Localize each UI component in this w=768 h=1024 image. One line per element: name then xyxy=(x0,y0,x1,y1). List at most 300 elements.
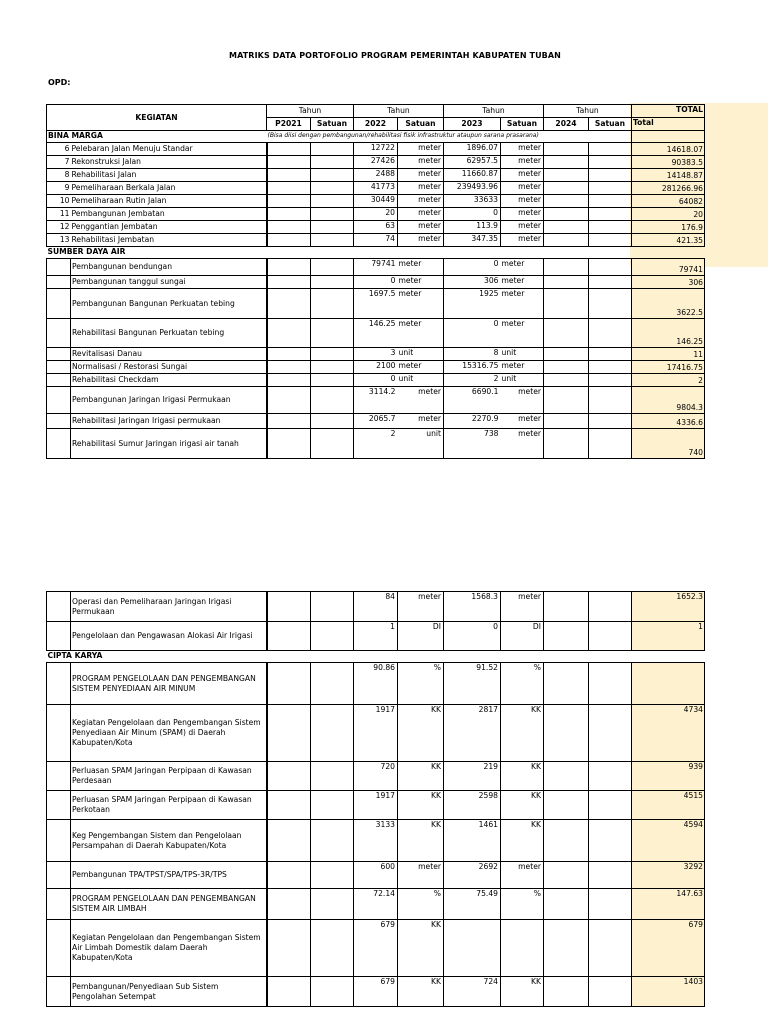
row-number: 7 xyxy=(47,156,71,169)
value-2022: 79741 xyxy=(354,259,398,276)
row-total: 4336.6 xyxy=(632,414,705,429)
row-number xyxy=(47,663,71,705)
row-number xyxy=(47,414,71,429)
p2021-unit xyxy=(311,374,354,387)
row-number: 13 xyxy=(47,234,71,247)
value-2023: 1568.3 xyxy=(444,592,501,622)
unit-2022: KK xyxy=(398,705,444,762)
row-total: 147.63 xyxy=(632,889,705,920)
portfolio-table-part-2 xyxy=(46,591,705,1007)
activity-name: Keg Pengembangan Sistem dan Pengelolaan Persampahan di Daerah Kabupaten/Kota xyxy=(71,820,267,862)
unit-2023: meter xyxy=(501,862,544,889)
value-2024 xyxy=(544,862,589,889)
table-row xyxy=(47,182,705,195)
p2021-unit xyxy=(311,234,354,247)
unit-2022: unit xyxy=(398,374,444,387)
tahun-header-2023: Tahun xyxy=(444,105,544,118)
row-total: 14618.07 xyxy=(632,143,705,156)
value-2022: 72.14 xyxy=(354,889,398,920)
value-2023: 1896.07 xyxy=(444,143,501,156)
row-number xyxy=(47,920,71,977)
p2021-value xyxy=(267,622,311,651)
row-number xyxy=(47,429,71,459)
value-2022: 0 xyxy=(354,374,398,387)
row-total: 421.35 xyxy=(632,234,705,247)
p2021-value xyxy=(267,820,311,862)
activity-name: Pelebaran Jalan Menuju Standar xyxy=(71,143,267,156)
unit-2022: meter xyxy=(398,276,444,289)
bina-marga-note: (Bisa diisi dengan pembangunan/rehabilitasi fisik infrastruktur ataupun sarana prasarana) xyxy=(267,131,632,143)
unit-2023: KK xyxy=(501,977,544,1007)
unit-2024 xyxy=(589,762,632,791)
satuan-header: Satuan xyxy=(398,118,444,131)
table-row xyxy=(47,791,705,820)
p2021-unit xyxy=(311,889,354,920)
activity-name: Pemeliharaan Rutin Jalan xyxy=(71,195,267,208)
activity-name: Pembangunan Jaringan Irigasi Permukaan xyxy=(71,387,267,414)
value-2022: 30449 xyxy=(354,195,398,208)
value-2022: 2065.7 xyxy=(354,414,398,429)
unit-2024 xyxy=(589,374,632,387)
row-total xyxy=(632,663,705,705)
activity-name: Penggantian Jembatan xyxy=(71,221,267,234)
activity-name: Kegiatan Pengelolaan dan Pengembangan Sistem Air Limbah Domestik dalam Daerah Kabupaten/Kota xyxy=(71,920,267,977)
y2024-header: 2024 xyxy=(544,118,589,131)
unit-2024 xyxy=(589,169,632,182)
unit-2024 xyxy=(589,705,632,762)
activity-name: Pemeliharaan Berkala Jalan xyxy=(71,182,267,195)
p2021-value xyxy=(267,221,311,234)
unit-2024 xyxy=(589,182,632,195)
activity-name: Rehabilitasi Checkdam xyxy=(71,374,267,387)
satuan-header: Satuan xyxy=(311,118,354,131)
value-2022: 2 xyxy=(354,429,398,459)
p2021-value xyxy=(267,414,311,429)
p2021-value xyxy=(267,387,311,414)
unit-2022: meter xyxy=(398,259,444,276)
row-number xyxy=(47,862,71,889)
value-2023: 239493.96 xyxy=(444,182,501,195)
row-total: 90383.5 xyxy=(632,156,705,169)
kegiatan-header: KEGIATAN xyxy=(47,105,267,131)
row-number: 10 xyxy=(47,195,71,208)
p2021-value xyxy=(267,259,311,276)
value-2023: 2 xyxy=(444,374,501,387)
activity-name: PROGRAM PENGELOLAAN DAN PENGEMBANGAN SISTEM PENYEDIAAN AIR MINUM xyxy=(71,663,267,705)
table-row xyxy=(47,259,705,276)
table-row xyxy=(47,862,705,889)
unit-2024 xyxy=(589,208,632,221)
unit-2024 xyxy=(589,592,632,622)
value-2023: 0 xyxy=(444,259,501,276)
table-row xyxy=(47,361,705,374)
p2021-unit xyxy=(311,348,354,361)
p2021-value xyxy=(267,276,311,289)
unit-2022: DI xyxy=(398,622,444,651)
unit-2023: meter xyxy=(501,289,544,319)
p2021-value xyxy=(267,348,311,361)
value-2023: 11660.87 xyxy=(444,169,501,182)
activity-name: Pembangunan tanggul sungai xyxy=(71,276,267,289)
value-2024 xyxy=(544,276,589,289)
p2021-unit xyxy=(311,663,354,705)
unit-2023: meter xyxy=(501,361,544,374)
value-2024 xyxy=(544,592,589,622)
unit-2023: meter xyxy=(501,208,544,221)
row-total: 64082 xyxy=(632,195,705,208)
activity-name: Pembangunan Jembatan xyxy=(71,208,267,221)
p2021-unit xyxy=(311,143,354,156)
activity-name: Rehabilitasi Jalan xyxy=(71,169,267,182)
table-row xyxy=(47,276,705,289)
value-2024 xyxy=(544,414,589,429)
p2021-value xyxy=(267,289,311,319)
unit-2024 xyxy=(589,622,632,651)
unit-2023: KK xyxy=(501,820,544,862)
value-2022: 20 xyxy=(354,208,398,221)
unit-2024 xyxy=(589,195,632,208)
value-2023: 0 xyxy=(444,622,501,651)
row-number xyxy=(47,387,71,414)
value-2023: 91.52 xyxy=(444,663,501,705)
p2021-value xyxy=(267,361,311,374)
unit-2022: meter xyxy=(398,169,444,182)
row-total: 939 xyxy=(632,762,705,791)
row-total: 9804.3 xyxy=(632,387,705,414)
table-row xyxy=(47,289,705,319)
p2021-value xyxy=(267,156,311,169)
value-2023: 6690.1 xyxy=(444,387,501,414)
unit-2023: meter xyxy=(501,169,544,182)
opd-label: OPD: xyxy=(48,78,71,87)
unit-2023: KK xyxy=(501,705,544,762)
p2021-unit xyxy=(311,276,354,289)
row-number xyxy=(47,361,71,374)
unit-2024 xyxy=(589,429,632,459)
value-2022: 146.25 xyxy=(354,319,398,348)
table-row xyxy=(47,592,705,622)
unit-2023: meter xyxy=(501,259,544,276)
unit-2023: meter xyxy=(501,387,544,414)
p2021-unit xyxy=(311,414,354,429)
table-row xyxy=(47,387,705,414)
section-cipta-karya: CIPTA KARYA xyxy=(47,651,705,663)
activity-name: Revitalisasi Danau xyxy=(71,348,267,361)
unit-2023: meter xyxy=(501,592,544,622)
document-title: MATRIKS DATA PORTOFOLIO PROGRAM PEMERINTAH KABUPATEN TUBAN xyxy=(229,51,561,60)
p2021-value xyxy=(267,208,311,221)
value-2022: 1697.5 xyxy=(354,289,398,319)
unit-2022: meter xyxy=(398,289,444,319)
y2022-header: 2022 xyxy=(354,118,398,131)
table-row xyxy=(47,414,705,429)
unit-2022: meter xyxy=(398,182,444,195)
unit-2022: meter xyxy=(398,862,444,889)
row-number xyxy=(47,348,71,361)
row-number: 11 xyxy=(47,208,71,221)
value-2024 xyxy=(544,182,589,195)
value-2022: 679 xyxy=(354,977,398,1007)
satuan-header: Satuan xyxy=(501,118,544,131)
p2021-value xyxy=(267,234,311,247)
unit-2023: KK xyxy=(501,762,544,791)
value-2022: 3114.2 xyxy=(354,387,398,414)
value-2024 xyxy=(544,195,589,208)
p2021-value xyxy=(267,169,311,182)
p2021-unit xyxy=(311,221,354,234)
p2021-unit xyxy=(311,429,354,459)
row-number xyxy=(47,820,71,862)
value-2024 xyxy=(544,208,589,221)
row-total: 1 xyxy=(632,622,705,651)
value-2023: 1925 xyxy=(444,289,501,319)
unit-2022: KK xyxy=(398,791,444,820)
value-2023: 0 xyxy=(444,319,501,348)
value-2022: 12722 xyxy=(354,143,398,156)
unit-2022: % xyxy=(398,663,444,705)
table-row xyxy=(47,234,705,247)
activity-name: Pembangunan bendungan xyxy=(71,259,267,276)
p2021-value xyxy=(267,977,311,1007)
value-2022: 2488 xyxy=(354,169,398,182)
value-2022: 2100 xyxy=(354,361,398,374)
unit-2024 xyxy=(589,820,632,862)
p2021-unit xyxy=(311,920,354,977)
value-2023: 2270.9 xyxy=(444,414,501,429)
unit-2024 xyxy=(589,920,632,977)
unit-2024 xyxy=(589,156,632,169)
portfolio-table-part-1 xyxy=(46,104,705,459)
row-number xyxy=(47,791,71,820)
value-2024 xyxy=(544,143,589,156)
value-2023: 33633 xyxy=(444,195,501,208)
unit-2023: meter xyxy=(501,221,544,234)
activity-name: Rehabilitasi Sumur Jaringan irigasi air tanah xyxy=(71,429,267,459)
p2021-value xyxy=(267,862,311,889)
unit-2023: KK xyxy=(501,791,544,820)
unit-2023: meter xyxy=(501,276,544,289)
value-2024 xyxy=(544,705,589,762)
p2021-value xyxy=(267,889,311,920)
value-2022: 90.86 xyxy=(354,663,398,705)
row-number: 6 xyxy=(47,143,71,156)
unit-2024 xyxy=(589,889,632,920)
unit-2022: meter xyxy=(398,319,444,348)
p2021-value xyxy=(267,762,311,791)
unit-2024 xyxy=(589,143,632,156)
activity-name: Rehabilitasi Jaringan Irigasi permukaan xyxy=(71,414,267,429)
value-2022: 1 xyxy=(354,622,398,651)
value-2022: 84 xyxy=(354,592,398,622)
row-number: 9 xyxy=(47,182,71,195)
row-number xyxy=(47,889,71,920)
table-row xyxy=(47,319,705,348)
unit-2024 xyxy=(589,414,632,429)
value-2023: 347.35 xyxy=(444,234,501,247)
activity-name: Pembangunan Bangunan Perkuatan tebing xyxy=(71,289,267,319)
activity-name: Rekonstruksi Jalan xyxy=(71,156,267,169)
value-2023: 8 xyxy=(444,348,501,361)
value-2022: 600 xyxy=(354,862,398,889)
p2021-value xyxy=(267,791,311,820)
unit-2022: KK xyxy=(398,920,444,977)
p2021-unit xyxy=(311,791,354,820)
unit-2023: meter xyxy=(501,182,544,195)
value-2022: 3 xyxy=(354,348,398,361)
row-total: 20 xyxy=(632,208,705,221)
value-2023: 738 xyxy=(444,429,501,459)
row-number xyxy=(47,622,71,651)
p2021-value xyxy=(267,920,311,977)
value-2024 xyxy=(544,361,589,374)
p2021-value xyxy=(267,319,311,348)
p2021-unit xyxy=(311,705,354,762)
row-total: 1403 xyxy=(632,977,705,1007)
p2021-unit xyxy=(311,977,354,1007)
unit-2022: meter xyxy=(398,234,444,247)
unit-2022: meter xyxy=(398,143,444,156)
unit-2022: meter xyxy=(398,195,444,208)
unit-2024 xyxy=(589,289,632,319)
row-total: 1652.3 xyxy=(632,592,705,622)
value-2023: 2817 xyxy=(444,705,501,762)
row-number xyxy=(47,319,71,348)
row-total: 4594 xyxy=(632,820,705,862)
value-2024 xyxy=(544,762,589,791)
row-total: 740 xyxy=(632,429,705,459)
table-row xyxy=(47,169,705,182)
unit-2022: KK xyxy=(398,977,444,1007)
activity-name: Pembangunan TPA/TPST/SPA/TPS-3R/TPS xyxy=(71,862,267,889)
value-2023: 1461 xyxy=(444,820,501,862)
unit-2024 xyxy=(589,361,632,374)
value-2024 xyxy=(544,663,589,705)
value-2024 xyxy=(544,348,589,361)
row-total: 14148.87 xyxy=(632,169,705,182)
unit-2022: meter xyxy=(398,361,444,374)
unit-2023 xyxy=(501,920,544,977)
unit-2023: meter xyxy=(501,143,544,156)
row-number: 12 xyxy=(47,221,71,234)
activity-name: Rehabilitasi Bangunan Perkuatan tebing xyxy=(71,319,267,348)
p2021-unit xyxy=(311,195,354,208)
unit-2023: meter xyxy=(501,414,544,429)
satuan-header: Satuan xyxy=(589,118,632,131)
p2021-value xyxy=(267,374,311,387)
value-2023: 75.49 xyxy=(444,889,501,920)
unit-2024 xyxy=(589,348,632,361)
unit-2023: meter xyxy=(501,429,544,459)
p2021-value xyxy=(267,195,311,208)
row-total: 79741 xyxy=(632,259,705,276)
table-row xyxy=(47,663,705,705)
p2021-unit xyxy=(311,622,354,651)
unit-2023: % xyxy=(501,663,544,705)
y2023-header: 2023 xyxy=(444,118,501,131)
table-row xyxy=(47,622,705,651)
row-total: 3292 xyxy=(632,862,705,889)
value-2024 xyxy=(544,319,589,348)
table-row xyxy=(47,156,705,169)
p2021-unit xyxy=(311,762,354,791)
value-2024 xyxy=(544,791,589,820)
value-2024 xyxy=(544,374,589,387)
p2021-value xyxy=(267,663,311,705)
row-total: 281266.96 xyxy=(632,182,705,195)
p2021-value xyxy=(267,143,311,156)
row-number xyxy=(47,289,71,319)
row-total: 2 xyxy=(632,374,705,387)
p2021-unit xyxy=(311,820,354,862)
row-number xyxy=(47,276,71,289)
unit-2023: % xyxy=(501,889,544,920)
row-number xyxy=(47,592,71,622)
unit-2022: unit xyxy=(398,348,444,361)
table-row xyxy=(47,820,705,862)
row-total: 17416.75 xyxy=(632,361,705,374)
activity-name: Rehabilitasi Jembatan xyxy=(71,234,267,247)
unit-2022: KK xyxy=(398,762,444,791)
p2021-value xyxy=(267,592,311,622)
p2021-unit xyxy=(311,208,354,221)
value-2023: 15316.75 xyxy=(444,361,501,374)
table-row xyxy=(47,429,705,459)
value-2024 xyxy=(544,221,589,234)
value-2024 xyxy=(544,387,589,414)
table-row xyxy=(47,208,705,221)
value-2023: 2692 xyxy=(444,862,501,889)
value-2022: 0 xyxy=(354,276,398,289)
row-total: 4515 xyxy=(632,791,705,820)
unit-2023: meter xyxy=(501,319,544,348)
unit-2024 xyxy=(589,276,632,289)
table-row xyxy=(47,221,705,234)
value-2022: 41773 xyxy=(354,182,398,195)
value-2024 xyxy=(544,977,589,1007)
table-row xyxy=(47,762,705,791)
value-2022: 27426 xyxy=(354,156,398,169)
value-2024 xyxy=(544,889,589,920)
p2021-value xyxy=(267,705,311,762)
tahun-header-2024: Tahun xyxy=(544,105,632,118)
unit-2023: unit xyxy=(501,374,544,387)
p2021-unit xyxy=(311,592,354,622)
table-row xyxy=(47,920,705,977)
unit-2024 xyxy=(589,259,632,276)
p2021-unit xyxy=(311,259,354,276)
unit-2022: meter xyxy=(398,414,444,429)
activity-name: Pengelolaan dan Pengawasan Alokasi Air Irigasi xyxy=(71,622,267,651)
p2021-unit xyxy=(311,387,354,414)
value-2024 xyxy=(544,234,589,247)
unit-2023: unit xyxy=(501,348,544,361)
row-number xyxy=(47,977,71,1007)
unit-2023: meter xyxy=(501,195,544,208)
activity-name: Operasi dan Pemeliharaan Jaringan Irigasi Permukaan xyxy=(71,592,267,622)
activity-name: PROGRAM PENGELOLAAN DAN PENGEMBANGAN SISTEM AIR LIMBAH xyxy=(71,889,267,920)
table-row xyxy=(47,195,705,208)
unit-2022: % xyxy=(398,889,444,920)
table-row xyxy=(47,889,705,920)
section-bina-marga: BINA MARGA xyxy=(47,131,267,143)
activity-name: Perluasan SPAM Jaringan Perpipaan di Kawasan Perdesaan xyxy=(71,762,267,791)
table-row xyxy=(47,977,705,1007)
unit-2022: meter xyxy=(398,221,444,234)
table-row xyxy=(47,374,705,387)
unit-2022: meter xyxy=(398,592,444,622)
value-2024 xyxy=(544,259,589,276)
row-total: 176.9 xyxy=(632,221,705,234)
